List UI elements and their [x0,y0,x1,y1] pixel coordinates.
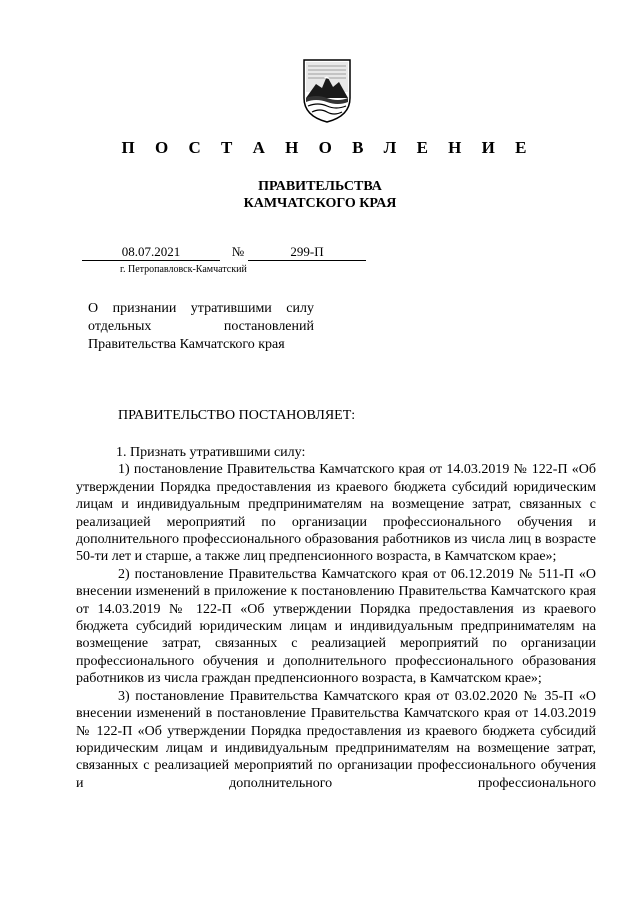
paragraph-subitem-1: 1) постановление Правительства Камчатского края от 14.03.2019 № 122-П «Об утверждении Порядка предоставления из краевого бюджета субсидий юридическим лицам и индивидуальным предпринимателям на возмещение затрат, связанных с реализацией мероприятий по организации профессионального обучения и дополнительного профессионального образования работников из числа лиц в возрасте 50-ти лет и старше, а также лиц предпенсионного возраста, в Камчатском крае»; [76,462,596,565]
document-body [76,444,596,792]
document-title: П О С Т А Н О В Л Е Н И Е [121,138,535,157]
document-date: 08.07.2021 [82,244,220,261]
paragraph-item-1: 1. Признать утратившими силу: [116,445,306,460]
city: г. Петропавловск-Камчатский [120,264,247,275]
paragraph-subitem-3: 3) постановление Правительства Камчатского края от 03.02.2020 № 35-П «О внесении изменений в постановление Правительства Камчатского края от 14.03.2019 № 122-П «Об утверждении Порядка предоставления из краевого бюджета субсидий юридическим лицам и индивидуальным предпринимателям на возмещение затрат, связанных с реализацией мероприятий по организации профессионального обучения и дополнительного профессионального [76,688,596,791]
kamchatka-coat-of-arms-icon [300,58,354,124]
paragraph-subitem-2: 2) постановление Правительства Камчатского края от 06.12.2019 № 511-П «О внесении изменений в приложение к постановлению Правительства Камчатского края от 14.03.2019 № 122-П «Об утверждении Порядка предоставления из краевого бюджета субсидий юридическим лицам и индивидуальным предпринимателям на возмещение затрат, связанных с реализацией мероприятий по организации профессионального обучения и дополнительного профессионального образования работников из числа граждан предпенсионного возраста, в Камчатском крае»; [76,566,596,687]
document-subject [88,300,314,354]
issuer-line-1: ПРАВИТЕЛЬСТВА [258,179,382,194]
issuer-line-2: КАМЧАТСКОГО КРАЯ [243,196,397,211]
number-sign: № [231,244,245,259]
subject-line: отдельных постановлений [88,319,314,334]
subject-line: О признании утратившими силу [88,301,314,316]
decree-heading: ПРАВИТЕЛЬСТВО ПОСТАНОВЛЯЕТ: [118,408,356,423]
subject-line: Правительства Камчатского края [88,337,285,352]
document-number: 299-П [248,244,366,261]
